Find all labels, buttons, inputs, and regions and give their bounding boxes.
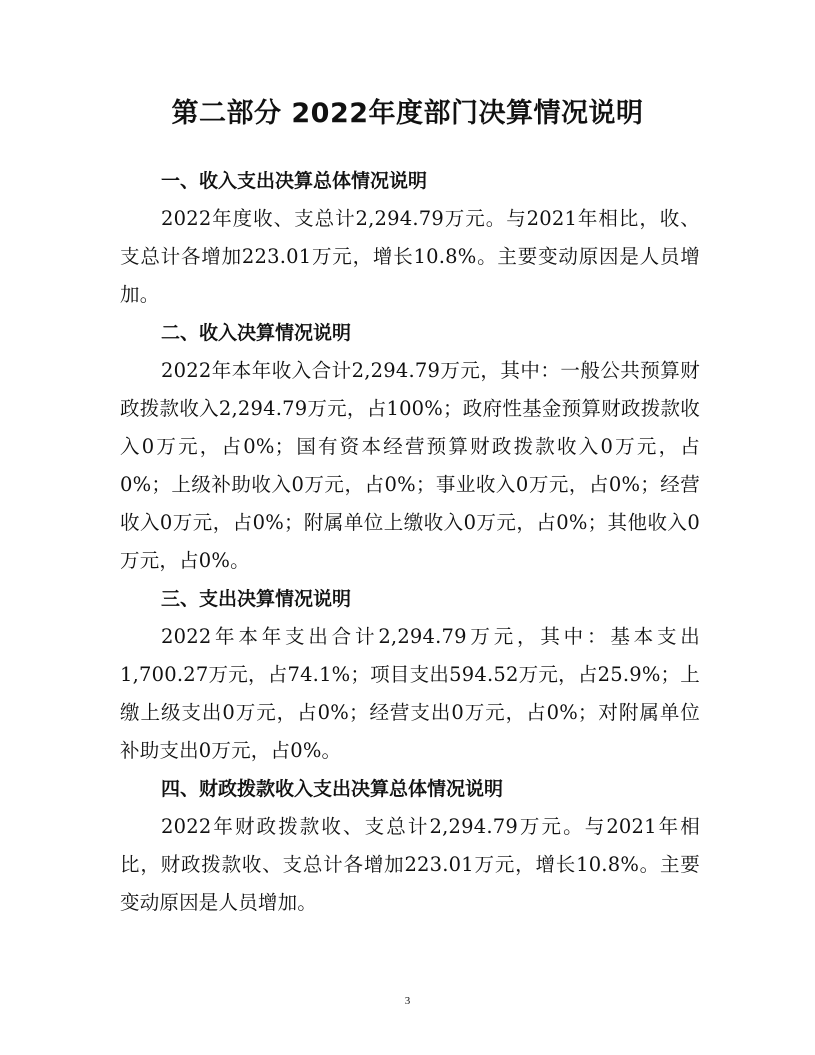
page-number: 3 — [404, 995, 411, 1007]
section-paragraph: 2022年本年收入合计2,294.79万元，其中：一般公共预算财政拨款收入2,294.79万元，占100%；政府性基金预算财政拨款收入0万元，占0%；国有资本经营预算财政拨款收入0万元，占0%；上级补助收入0万元，占0%；事业收入0万元，占0%；经营收入0万元，占0%；附属单位上缴收入0万元，占0%；其他收入0万元，占0%。 — [120, 359, 700, 572]
page-title: 第二部分 2022年度部门决算情况说明 — [171, 98, 644, 129]
section-revenue — [120, 314, 700, 580]
section-expenditure — [120, 580, 700, 770]
section-heading: 四、财政拨款收入支出决算总体情况说明 — [161, 778, 504, 800]
section-heading: 三、支出决算情况说明 — [161, 588, 352, 610]
document-body — [120, 162, 700, 922]
section-paragraph: 2022年度收、支总计2,294.79万元。与2021年相比，收、支总计各增加223.01万元，增长10.8%。主要变动原因是人员增加。 — [120, 207, 700, 306]
section-paragraph: 2022年本年支出合计2,294.79万元，其中：基本支出1,700.27万元，占74.1%；项目支出594.52万元，占25.9%；上缴上级支出0万元，占0%；经营支出0万元，占0%；对附属单位补助支出0万元，占0%。 — [120, 625, 700, 762]
section-paragraph: 2022年财政拨款收、支总计2,294.79万元。与2021年相比，财政拨款收、支总计各增加223.01万元，增长10.8%。主要变动原因是人员增加。 — [120, 815, 700, 914]
section-heading: 一、收入支出决算总体情况说明 — [161, 170, 428, 192]
section-revenue-expenditure-overview — [120, 162, 700, 314]
section-heading: 二、收入决算情况说明 — [161, 322, 352, 344]
section-fiscal-appropriation-overview — [120, 770, 700, 922]
